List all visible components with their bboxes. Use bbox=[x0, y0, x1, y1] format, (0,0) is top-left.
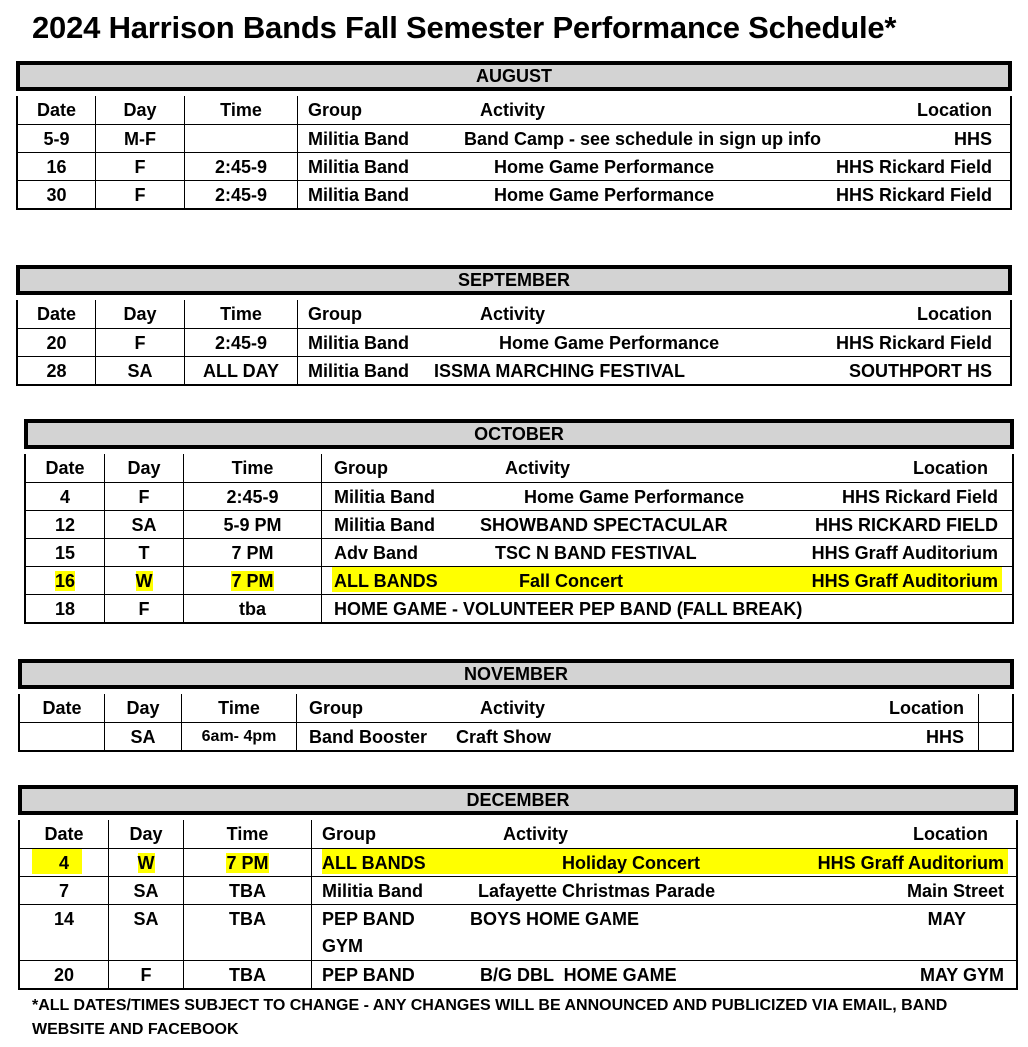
activity-text: Fall Concert bbox=[519, 571, 624, 591]
col-rest bbox=[311, 820, 1016, 848]
time-cell bbox=[184, 125, 297, 152]
day-cell: F bbox=[104, 483, 183, 510]
detail-cell bbox=[297, 181, 1010, 208]
header-row bbox=[18, 300, 1010, 328]
day-cell: F bbox=[95, 329, 184, 356]
time-cell: 2:45-9 bbox=[183, 483, 321, 510]
date-cell: 5-9 bbox=[43, 129, 70, 149]
day-cell: M-F bbox=[95, 125, 184, 152]
day-cell: F bbox=[95, 181, 184, 208]
november-schedule bbox=[18, 659, 1014, 753]
time-text: 7 PM bbox=[231, 571, 274, 591]
col-date: Date bbox=[45, 458, 85, 478]
col-time: Time bbox=[183, 454, 321, 482]
location-text: SOUTHPORT HS bbox=[848, 361, 992, 381]
december-schedule bbox=[18, 785, 1018, 991]
activity-text: SHOWBAND SPECTACULAR bbox=[480, 515, 728, 535]
detail-cell bbox=[311, 905, 1016, 960]
col-group: Group bbox=[309, 698, 363, 718]
date-cell: 14 bbox=[53, 909, 75, 929]
table-row bbox=[26, 482, 1012, 510]
date-cell: 20 bbox=[53, 965, 75, 985]
detail-cell bbox=[311, 961, 1016, 988]
table-row bbox=[26, 538, 1012, 566]
date-cell: 12 bbox=[54, 515, 76, 535]
location-text: HHS Graff Auditorium bbox=[811, 571, 998, 591]
activity-text: B/G DBL HOME GAME bbox=[480, 965, 677, 985]
location-text: HHS Rickard Field bbox=[835, 185, 992, 205]
schedule-table bbox=[24, 454, 1014, 624]
activity-text: Home Game Performance bbox=[494, 185, 715, 205]
location-text: HHS Rickard Field bbox=[841, 487, 998, 507]
group-text: Militia Band bbox=[308, 129, 410, 149]
col-date: Date bbox=[42, 698, 82, 718]
october-schedule bbox=[24, 419, 1014, 627]
table-row-highlighted bbox=[20, 848, 1016, 876]
day-cell: SA bbox=[104, 511, 183, 538]
location-text: HHS bbox=[925, 727, 964, 747]
group-text: Militia Band bbox=[308, 185, 410, 205]
day-cell: SA bbox=[95, 357, 184, 384]
group-text: Band Booster bbox=[309, 727, 428, 747]
table-row bbox=[20, 876, 1016, 904]
col-time: Time bbox=[184, 300, 297, 328]
col-day: Day bbox=[95, 300, 184, 328]
group-text: HOME GAME - VOLUNTEER PEP BAND (FALL BREAK) bbox=[334, 599, 803, 619]
table-row bbox=[26, 594, 1012, 622]
header-row bbox=[20, 694, 1012, 722]
time-cell: 6am- 4pm bbox=[181, 723, 296, 750]
table-row bbox=[26, 510, 1012, 538]
group-text: ALL BANDS bbox=[334, 571, 438, 591]
location-text: HHS Rickard Field bbox=[835, 157, 992, 177]
month-header: NOVEMBER bbox=[18, 659, 1014, 689]
detail-cell bbox=[321, 511, 1012, 538]
day-cell bbox=[104, 567, 183, 594]
date-cell bbox=[26, 567, 104, 594]
time-cell: ALL DAY bbox=[184, 357, 297, 384]
col-group: Group bbox=[334, 458, 388, 478]
col-day: Day bbox=[108, 820, 183, 848]
location-text: HHS Graff Auditorium bbox=[817, 853, 1004, 873]
date-cell: 4 bbox=[59, 487, 70, 507]
time-cell: 7 PM bbox=[183, 539, 321, 566]
header-row bbox=[18, 96, 1010, 124]
schedule-table bbox=[16, 96, 1012, 210]
table-row bbox=[20, 960, 1016, 988]
group-text: PEP BAND bbox=[322, 965, 415, 985]
month-header: DECEMBER bbox=[18, 785, 1018, 815]
time-cell: TBA bbox=[183, 961, 311, 988]
col-group: Group bbox=[308, 304, 362, 324]
time-cell: TBA bbox=[183, 877, 311, 904]
activity-text: Craft Show bbox=[456, 727, 552, 747]
col-time: Time bbox=[184, 96, 297, 124]
detail-cell bbox=[321, 483, 1012, 510]
col-activity: Activity bbox=[505, 458, 571, 478]
time-cell bbox=[183, 567, 321, 594]
page-title: 2024 Harrison Bands Fall Semester Performance Schedule* bbox=[32, 10, 897, 45]
august-schedule bbox=[16, 61, 1012, 211]
location-text: MAY GYM bbox=[919, 965, 1004, 985]
empty-cell bbox=[978, 723, 1012, 750]
table-row bbox=[18, 152, 1010, 180]
detail-cell bbox=[297, 329, 1010, 356]
table-row-highlighted bbox=[26, 566, 1012, 594]
day-text: W bbox=[135, 571, 153, 591]
date-cell: 15 bbox=[54, 543, 76, 563]
time-text: 7 PM bbox=[226, 853, 269, 873]
disclaimer-footnote: *ALL DATES/TIMES SUBJECT TO CHANGE - ANY CHANGES WILL BE ANNOUNCED AND PUBLICIZED VIA EMAIL, BAND WEBSITE AND FACEBOOK bbox=[32, 997, 948, 1038]
col-rest bbox=[321, 454, 1012, 482]
col-activity: Activity bbox=[480, 304, 546, 324]
date-cell bbox=[20, 723, 104, 750]
col-group: Group bbox=[322, 824, 376, 844]
month-header: OCTOBER bbox=[24, 419, 1014, 449]
date-cell: 18 bbox=[54, 599, 76, 619]
table-row bbox=[18, 180, 1010, 208]
location-text: HHS RICKARD FIELD bbox=[815, 515, 998, 535]
activity-text: Lafayette Christmas Parade bbox=[478, 881, 716, 901]
location-text: HHS Rickard Field bbox=[835, 333, 992, 353]
date-cell: 16 bbox=[46, 157, 67, 177]
time-cell: TBA bbox=[183, 905, 311, 960]
col-rest bbox=[296, 694, 978, 722]
activity-text: Home Game Performance bbox=[499, 333, 720, 353]
detail-cell bbox=[296, 723, 978, 750]
day-cell: SA bbox=[108, 905, 183, 960]
col-location: Location bbox=[917, 100, 992, 120]
detail-cell bbox=[321, 595, 1012, 622]
empty-cell bbox=[978, 694, 1012, 722]
day-cell: SA bbox=[104, 723, 181, 750]
col-date: Date bbox=[36, 100, 76, 120]
location-text: MAY bbox=[927, 909, 966, 929]
table-row bbox=[20, 904, 1016, 960]
table-row bbox=[18, 328, 1010, 356]
location-text: HHS bbox=[953, 129, 992, 149]
group-text: Militia Band bbox=[308, 157, 410, 177]
activity-text: TSC N BAND FESTIVAL bbox=[495, 543, 697, 563]
detail-cell bbox=[321, 567, 1012, 594]
col-day: Day bbox=[95, 96, 184, 124]
time-cell: 2:45-9 bbox=[184, 153, 297, 180]
september-schedule bbox=[16, 265, 1012, 387]
highlight-bar bbox=[32, 849, 82, 874]
activity-text: Home Game Performance bbox=[524, 487, 745, 507]
col-activity: Activity bbox=[480, 100, 546, 120]
col-date: Date bbox=[36, 304, 76, 324]
day-cell bbox=[108, 849, 183, 876]
schedule-table bbox=[16, 300, 1012, 386]
day-cell: F bbox=[108, 961, 183, 988]
activity-text: ISSMA MARCHING FESTIVAL bbox=[434, 361, 685, 381]
group-text: PEP BAND bbox=[322, 909, 415, 929]
activity-text: Band Camp - see schedule in sign up info bbox=[464, 129, 822, 149]
col-location: Location bbox=[913, 824, 988, 844]
detail-cell bbox=[297, 153, 1010, 180]
activity-text: BOYS HOME GAME bbox=[470, 909, 640, 929]
group-text: Militia Band bbox=[334, 515, 436, 535]
col-day: Day bbox=[104, 454, 183, 482]
group-text: Militia Band bbox=[322, 881, 424, 901]
location-text: HHS Graff Auditorium bbox=[811, 543, 998, 563]
detail-cell bbox=[311, 877, 1016, 904]
group-text: ALL BANDS bbox=[322, 853, 426, 873]
time-cell: 2:45-9 bbox=[184, 181, 297, 208]
header-row bbox=[26, 454, 1012, 482]
group-text: Militia Band bbox=[308, 333, 410, 353]
header-row bbox=[20, 820, 1016, 848]
group-text: Militia Band bbox=[334, 487, 436, 507]
col-rest bbox=[297, 300, 1010, 328]
detail-cell bbox=[297, 125, 1010, 152]
detail-cell bbox=[321, 539, 1012, 566]
col-rest bbox=[297, 96, 1010, 124]
col-location: Location bbox=[917, 304, 992, 324]
date-text: 16 bbox=[54, 571, 76, 591]
col-time: Time bbox=[183, 820, 311, 848]
group-text-line2: GYM bbox=[322, 936, 364, 956]
location-text: Main Street bbox=[906, 881, 1004, 901]
time-cell: 2:45-9 bbox=[184, 329, 297, 356]
table-row bbox=[18, 356, 1010, 384]
schedule-table bbox=[18, 820, 1018, 990]
detail-cell bbox=[297, 357, 1010, 384]
date-cell: 28 bbox=[46, 361, 67, 381]
activity-text: Holiday Concert bbox=[562, 853, 701, 873]
col-activity: Activity bbox=[503, 824, 569, 844]
col-time: Time bbox=[181, 694, 296, 722]
time-cell: tba bbox=[183, 595, 321, 622]
table-row bbox=[20, 722, 1012, 750]
table-row bbox=[18, 124, 1010, 152]
date-text: 4 bbox=[58, 853, 69, 873]
date-cell bbox=[20, 849, 108, 876]
group-text: Adv Band bbox=[334, 543, 419, 563]
group-text: Militia Band bbox=[308, 361, 410, 381]
day-cell: SA bbox=[108, 877, 183, 904]
schedule-table bbox=[18, 694, 1014, 752]
col-date: Date bbox=[44, 824, 84, 844]
date-cell: 7 bbox=[58, 881, 69, 901]
day-text: W bbox=[137, 853, 155, 873]
detail-cell bbox=[311, 849, 1016, 876]
date-cell: 20 bbox=[46, 333, 67, 353]
day-cell: T bbox=[104, 539, 183, 566]
col-day: Day bbox=[104, 694, 181, 722]
month-header: AUGUST bbox=[16, 61, 1012, 91]
day-cell: F bbox=[95, 153, 184, 180]
col-activity: Activity bbox=[480, 698, 546, 718]
month-header: SEPTEMBER bbox=[16, 265, 1012, 295]
time-cell: 5-9 PM bbox=[183, 511, 321, 538]
col-group: Group bbox=[308, 100, 362, 120]
time-cell bbox=[183, 849, 311, 876]
activity-text: Home Game Performance bbox=[494, 157, 715, 177]
day-cell: F bbox=[104, 595, 183, 622]
date-cell: 30 bbox=[46, 185, 67, 205]
col-location: Location bbox=[913, 458, 988, 478]
col-location: Location bbox=[889, 698, 964, 718]
